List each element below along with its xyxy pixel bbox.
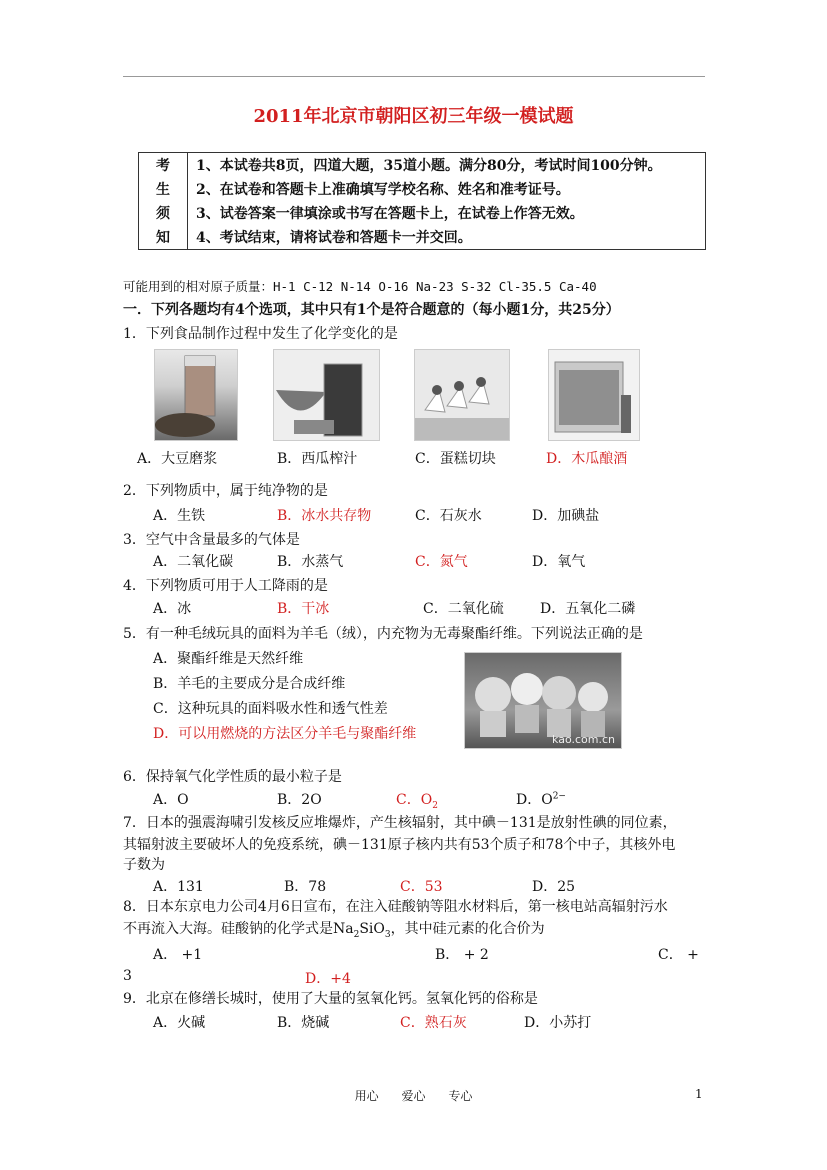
q1-option-a: A．大豆磨浆: [137, 451, 218, 467]
q1-option-b: B．西瓜榨汁: [277, 451, 358, 467]
q5-option-d: D．可以用燃烧的方法区分羊毛与聚酯纤维: [153, 726, 417, 742]
q4-option-a: A．冰: [153, 601, 192, 617]
watermelon-juice-image: [273, 349, 380, 441]
header-rule: [123, 76, 705, 77]
q7-option-c: C．53: [400, 879, 443, 895]
q4-option-b: B．干冰: [277, 601, 330, 617]
q8-option-a: A． +1: [153, 947, 203, 963]
q2-option-b: B．冰水共存物: [277, 508, 372, 524]
q1-option-c: C．蛋糕切块: [415, 451, 496, 467]
q8-option-c: C． +: [658, 947, 699, 963]
q6-option-c: C．$O_2$: [396, 792, 438, 811]
q7-line-3: 子数为: [123, 857, 165, 873]
q3-stem: 3．空气中含量最多的气体是: [123, 532, 300, 548]
notice-side-3: 须: [139, 201, 188, 225]
q5-option-c: C．这种玩具的面料吸水性和透气性差: [153, 701, 388, 717]
image-watermark: kao.com.cn: [552, 733, 615, 746]
q3-option-c: C．氮气: [415, 554, 468, 570]
page-number: 1: [695, 1087, 703, 1101]
page-title: 2011年北京市朝阳区初三年级一模试题: [253, 106, 574, 127]
q9-stem: 9．北京在修缮长城时，使用了大量的氢氧化钙。氢氧化钙的俗称是: [123, 991, 538, 1007]
q9-option-a: A．火碱: [153, 1015, 206, 1031]
papaya-wine-image: [548, 349, 640, 441]
q4-stem: 4．下列物质可用于人工降雨的是: [123, 578, 328, 594]
plush-toys-image: [464, 652, 622, 749]
q5-stem: 5．有一种毛绒玩具的面料为羊毛（绒），内充物为无毒聚酯纤维。下列说法正确的是: [123, 626, 643, 642]
q1-stem: 1．下列食品制作过程中发生了化学变化的是: [123, 326, 398, 342]
notice-side-2: 生: [139, 177, 188, 201]
q4-option-c: C．二氧化硫: [423, 601, 504, 617]
q7-line-2: 其辐射波主要破坏人的免疫系统，碘－131原子核内共有53个质子和78个中子，其核外电: [123, 837, 676, 853]
q8-option-b: B． + 2: [435, 947, 489, 963]
notice-line-1: 1、本试卷共8页，四道大题，35道小题。满分80分，考试时间100分钟。: [188, 153, 706, 178]
q7-line-1: 7．日本的强震海啸引发核反应堆爆炸，产生核辐射，其中碘－131是放射性碘的同位素，: [123, 815, 677, 831]
q6-option-d: D．$O^{2-}$: [516, 791, 566, 808]
q6-option-a: A．O: [153, 792, 189, 808]
q7-option-d: D．25: [532, 879, 576, 895]
q3-option-a: A．二氧化碳: [153, 554, 234, 570]
q5-option-a: A．聚酯纤维是天然纤维: [153, 651, 304, 667]
section-1-heading: 一．下列各题均有4个选项，其中只有1个是符合题意的（每小题1分，共25分）: [123, 302, 620, 318]
q9-option-b: B．烧碱: [277, 1015, 330, 1031]
notice-line-4: 4、考试结束，请将试卷和答题卡一并交回。: [188, 225, 706, 250]
footer-motto: 用心 爱心 专心: [354, 1089, 473, 1103]
q6-option-b: B．2O: [277, 792, 322, 808]
q9-option-d: D．小苏打: [524, 1015, 592, 1031]
soy-milk-image: [154, 349, 238, 441]
atomic-masses: 可能用到的相对原子质量：H-1 C-12 N-14 O-16 Na-23 S-32 Cl-35.5 Ca-40: [123, 279, 597, 294]
q9-option-c: C．熟石灰: [400, 1015, 467, 1031]
q2-option-d: D．加碘盐: [532, 508, 600, 524]
q8-option-c-wrap: 3: [123, 968, 132, 984]
q7-option-a: A．131: [153, 879, 204, 895]
q8-option-d: D．+4: [305, 971, 351, 987]
notice-side-1: 考: [139, 153, 188, 178]
q3-option-d: D．氧气: [532, 554, 586, 570]
notice-side-4: 知: [139, 225, 188, 250]
notice-line-3: 3、试卷答案一律填涂或书写在答题卡上，在试卷上作答无效。: [188, 201, 706, 225]
q5-option-b: B．羊毛的主要成分是合成纤维: [153, 676, 346, 692]
q6-stem: 6．保持氧气化学性质的最小粒子是: [123, 769, 342, 785]
notice-table: [138, 152, 706, 250]
q3-option-b: B．水蒸气: [277, 554, 344, 570]
q2-option-c: C．石灰水: [415, 508, 482, 524]
q2-stem: 2．下列物质中，属于纯净物的是: [123, 483, 328, 499]
q8-line-2: 不再流入大海。硅酸钠的化学式是$Na_2SiO_3$，其中硅元素的化合价为: [123, 921, 545, 940]
q1-option-d: D．木瓜酿酒: [546, 451, 628, 467]
q4-option-d: D．五氧化二磷: [540, 601, 636, 617]
cake-slices-image: [414, 349, 510, 441]
q8-line-1: 8．日本东京电力公司4月6日宣布，在注入硅酸钠等阻水材料后，第一核电站高辐射污水: [123, 899, 668, 915]
notice-line-2: 2、在试卷和答题卡上准确填写学校名称、姓名和准考证号。: [188, 177, 706, 201]
q2-option-a: A．生铁: [153, 508, 206, 524]
q7-option-b: B．78: [284, 879, 327, 895]
